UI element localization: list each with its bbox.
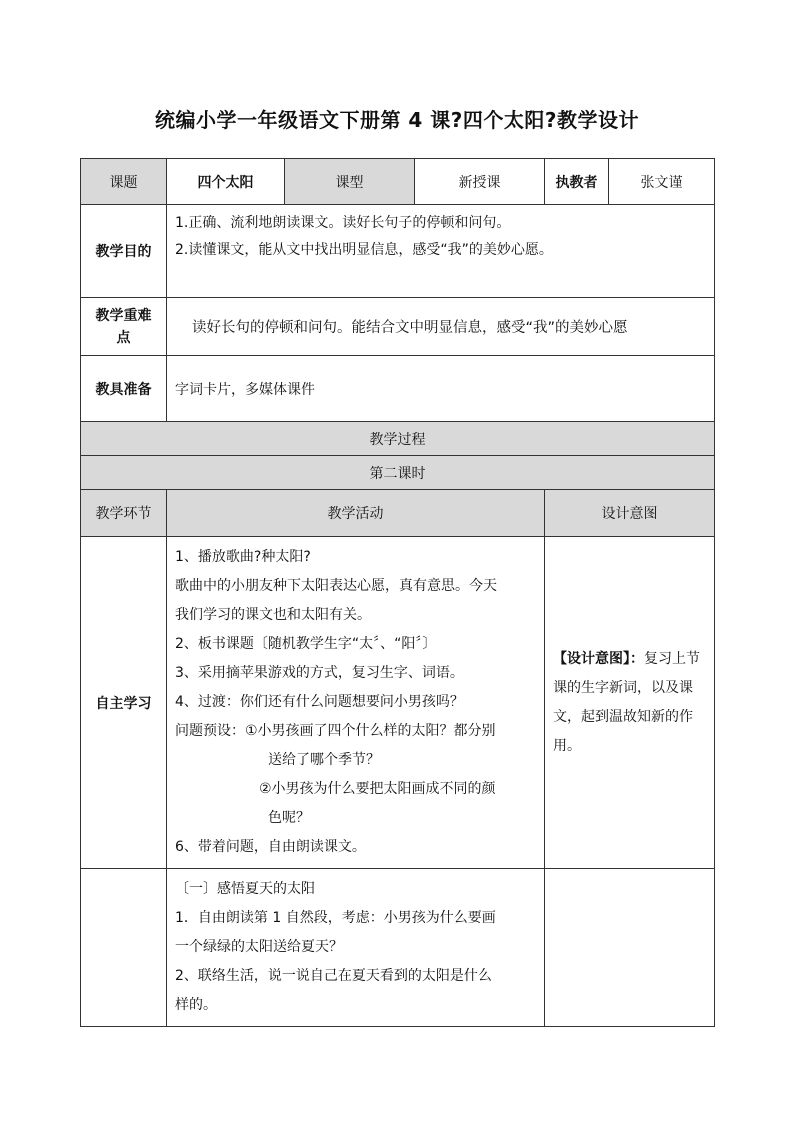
section-row [81,869,715,1027]
type-label: 课型 [285,159,415,205]
activity-line: 一个绿绿的太阳送给夏天？ [175,939,343,955]
activity-line: 3、采用摘苹果游戏的方式，复习生字、词语。 [175,665,464,681]
activity-line: 歌曲中的小朋友种下太阳表达心愿，真有意思。今天 [175,578,497,594]
intent-label: 【设计意图】： [553,650,644,667]
topic-value: 四个太阳 [167,159,285,205]
topic-label: 课题 [81,159,167,205]
intent-text: 复习上节课的生字新词，以及课文，起到温故知新的作用。 [553,650,700,754]
key-points-text: 读好长句的停顿和问句。能结合文中明显信息，感受“我”的美妙心愿 [167,298,715,356]
goals-content [167,205,715,298]
teacher-value: 张文谨 [609,159,715,205]
column-header-row [81,490,715,537]
column-header-stage: 教学环节 [81,490,167,537]
activity-line: 〔一〕感悟夏天的太阳 [175,881,315,897]
activity-line: 2、联络生活，说一说自己在夏天看到的太阳是什么 [175,968,492,984]
goal-item: 2.读懂课文，能从文中找出明显信息，感受“我”的美妙心愿。 [175,242,553,258]
key-points-row [81,298,715,356]
activity-line: 送给了哪个季节？ [268,752,380,768]
key-points-label: 教学重难点 [81,298,167,356]
process-heading: 教学过程 [81,422,715,456]
goal-item: 1.正确、流利地朗读课文。读好长句子的停顿和问句。 [175,215,511,231]
activity-line: 4、过渡：你们还有什么问题想要问小男孩吗？ [175,694,464,710]
activity-line: 样的。 [175,997,217,1013]
process-heading-row [81,422,715,456]
activity-line: ②小男孩为什么要把太阳画成不同的颜 [259,781,496,797]
lesson-plan-table [80,158,715,1027]
activity-line: 6、带着问题，自由朗读课文。 [175,839,366,855]
intent-cell [545,537,715,869]
activity-line: 色呢？ [268,810,310,826]
column-header-activity: 教学活动 [167,490,545,537]
document-title: 统编小学一年级语文下册第 4 课?四个太阳?教学设计 [154,108,640,132]
column-header-intent: 设计意图 [545,490,715,537]
activity-line: 我们学习的课文也和太阳有关。 [175,607,371,623]
goals-label: 教学目的 [81,205,167,298]
materials-row [81,356,715,422]
goals-row [81,205,715,298]
intent-cell [545,869,715,1027]
activity-cell [167,537,545,869]
stage-cell [81,869,167,1027]
header-row [81,159,715,205]
materials-label: 教具准备 [81,356,167,422]
teacher-label: 执教者 [545,159,609,205]
type-value: 新授课 [415,159,545,205]
activity-line: 1、播放歌曲?种太阳? [175,549,311,565]
materials-text: 字词卡片，多媒体课件 [167,356,715,422]
lesson-heading-row [81,456,715,490]
activity-line: 1．自由朗读第 1 自然段，考虑：小男孩为什么要画 [175,910,496,926]
section-row [81,537,715,869]
activity-cell [167,869,545,1027]
lesson-heading: 第二课时 [81,456,715,490]
activity-line: 问题预设：①小男孩画了四个什么样的太阳？都分别 [175,723,496,739]
activity-line: 2、板书课题〔随机教学生字“太〞、“阳〞〕 [175,636,437,652]
stage-cell: 自主学习 [81,537,167,869]
